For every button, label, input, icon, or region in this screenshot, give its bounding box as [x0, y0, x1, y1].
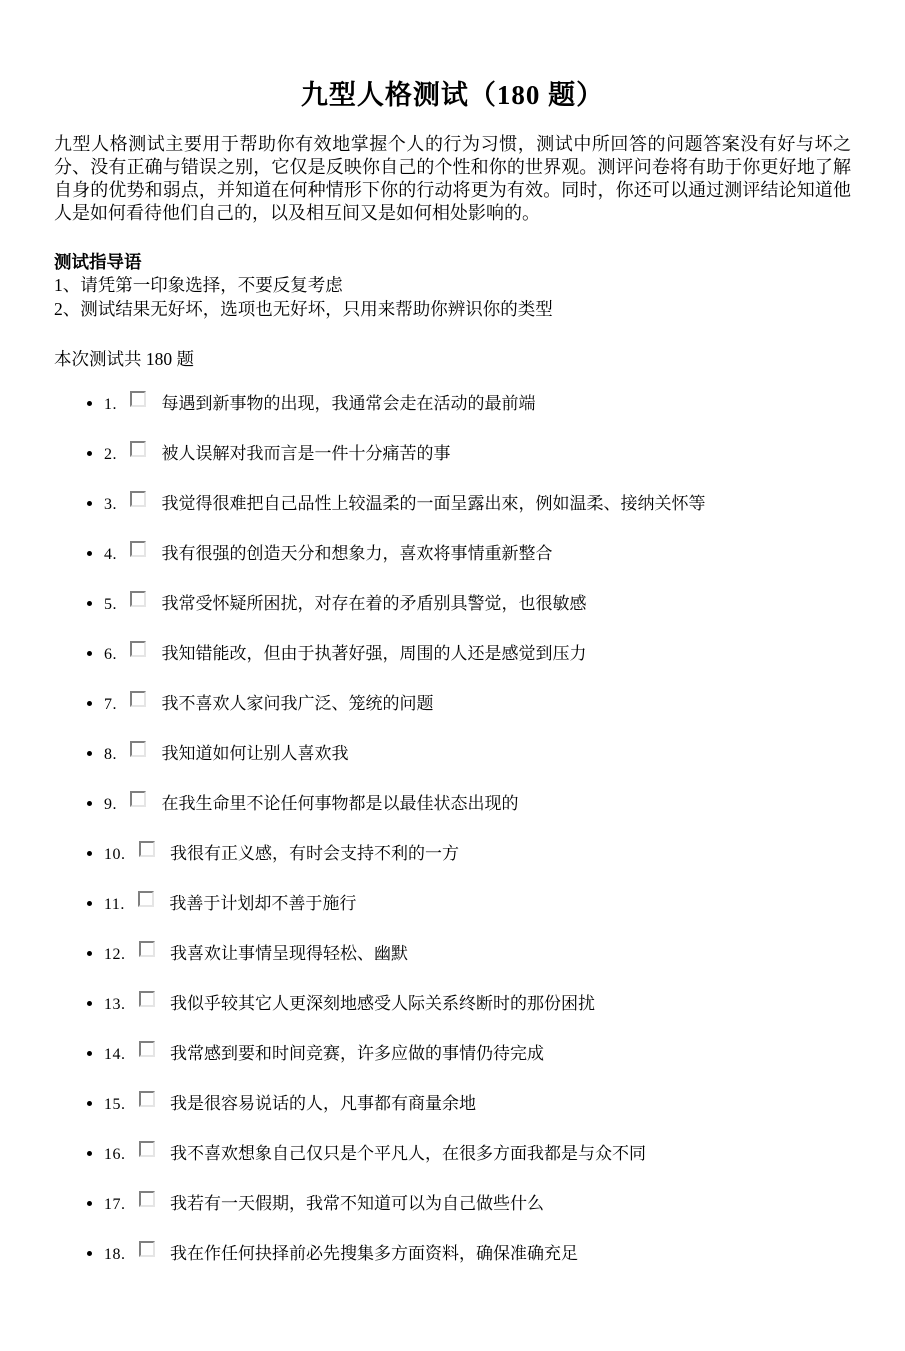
- question-item: [104, 941, 851, 966]
- question-checkbox[interactable]: [130, 491, 146, 507]
- question-text: 我常受怀疑所困扰，对存在着的矛盾别具警觉，也很敏感: [161, 594, 587, 614]
- question-checkbox[interactable]: [139, 841, 155, 857]
- question-checkbox[interactable]: [130, 791, 146, 807]
- question-checkbox[interactable]: [139, 1041, 155, 1057]
- question-checkbox[interactable]: [139, 1191, 155, 1207]
- question-number: 7.: [104, 696, 117, 714]
- question-text: 我很有正义感，有时会支持不利的一方: [170, 844, 459, 864]
- question-number: 2.: [104, 446, 117, 464]
- question-checkbox[interactable]: [130, 691, 146, 707]
- question-checkbox[interactable]: [130, 591, 146, 607]
- question-text: 我是很容易说话的人，凡事都有商量余地: [170, 1094, 476, 1114]
- question-text: 每遇到新事物的出现，我通常会走在活动的最前端: [161, 394, 536, 414]
- question-number: 16.: [104, 1146, 126, 1164]
- question-item: [104, 491, 851, 516]
- question-checkbox[interactable]: [139, 1241, 155, 1257]
- instructions-heading: 测试指导语: [54, 252, 142, 273]
- intro-paragraph: 九型人格测试主要用于帮助你有效地掌握个人的行为习惯，测试中所回答的问题答案没有好与坏之分、没有正确与错误之别，它仅是反映你自己的个性和你的世界观。测评问卷将有助于你更好地了解自身的优势和弱点，并知道在何种情形下你的行动将更为有效。同时，你还可以通过测评结论知道他人是如何看待他们自己的，以及相互间又是如何相处影响的。: [54, 134, 851, 224]
- instruction-line-2: 2、测试结果无好坏，选项也无好坏，只用来帮助你辨识你的类型: [54, 298, 553, 319]
- question-text: 我不喜欢人家问我广泛、笼统的问题: [161, 694, 434, 714]
- question-text: 我喜欢让事情呈现得轻松、幽默: [170, 944, 408, 964]
- question-checkbox[interactable]: [139, 941, 155, 957]
- question-number: 10.: [104, 846, 126, 864]
- question-number: 3.: [104, 496, 117, 514]
- question-checkbox[interactable]: [130, 641, 146, 657]
- question-item: [104, 591, 851, 616]
- question-number: 14.: [104, 1046, 126, 1064]
- question-number: 6.: [104, 646, 117, 664]
- question-text: 被人误解对我而言是一件十分痛苦的事: [161, 444, 451, 464]
- question-text: 我不喜欢想象自己仅只是个平凡人，在很多方面我都是与众不同: [170, 1144, 646, 1164]
- question-checkbox[interactable]: [139, 1091, 155, 1107]
- question-item: [104, 891, 851, 916]
- question-checkbox[interactable]: [139, 991, 155, 1007]
- question-number: 13.: [104, 996, 126, 1014]
- question-item: [104, 691, 851, 716]
- question-item: [104, 1141, 851, 1166]
- question-text: 我常感到要和时间竞赛，许多应做的事情仍待完成: [170, 1044, 544, 1064]
- question-count: 本次测试共 180 题: [54, 349, 194, 370]
- question-list: [54, 391, 851, 1266]
- question-text: 我知错能改，但由于执著好强，周围的人还是感觉到压力: [161, 644, 587, 664]
- question-text: 我知道如何让别人喜欢我: [161, 744, 349, 764]
- question-number: 18.: [104, 1246, 126, 1264]
- question-item: [104, 1041, 851, 1066]
- question-checkbox[interactable]: [130, 441, 146, 457]
- question-text: 我若有一天假期，我常不知道可以为自己做些什么: [170, 1194, 544, 1214]
- question-item: [104, 441, 851, 466]
- question-checkbox[interactable]: [130, 741, 146, 757]
- question-item: [104, 741, 851, 766]
- question-number: 8.: [104, 746, 117, 764]
- question-checkbox[interactable]: [130, 391, 146, 407]
- question-number: 4.: [104, 546, 117, 564]
- question-number: 5.: [104, 596, 117, 614]
- question-item: [104, 541, 851, 566]
- question-text: 我在作任何抉择前必先搜集多方面资料，确保准确充足: [170, 1244, 578, 1264]
- question-text: 我善于计划却不善于施行: [169, 894, 357, 914]
- question-item: [104, 791, 851, 816]
- question-checkbox[interactable]: [139, 1141, 155, 1157]
- question-number: 12.: [104, 946, 126, 964]
- question-number: 17.: [104, 1196, 126, 1214]
- question-text: 我似乎较其它人更深刻地感受人际关系终断时的那份困扰: [170, 994, 595, 1014]
- question-number: 15.: [104, 1096, 126, 1114]
- instruction-line-1: 1、请凭第一印象选择，不要反复考虑: [54, 275, 343, 296]
- question-number: 9.: [104, 796, 117, 814]
- question-item: [104, 391, 851, 416]
- question-text: 在我生命里不论任何事物都是以最佳状态出现的: [161, 794, 519, 814]
- question-item: [104, 641, 851, 666]
- page-title: 九型人格测试（180 题）: [300, 80, 605, 110]
- question-number: 1.: [104, 396, 117, 414]
- question-number: 11.: [104, 896, 125, 914]
- question-item: [104, 1241, 851, 1266]
- question-item: [104, 1091, 851, 1116]
- question-text: 我觉得很难把自己品性上较温柔的一面呈露出來，例如温柔、接纳关怀等: [161, 494, 706, 514]
- question-text: 我有很强的创造天分和想象力，喜欢将事情重新整合: [161, 544, 553, 564]
- question-checkbox[interactable]: [138, 891, 154, 907]
- question-item: [104, 1191, 851, 1216]
- question-item: [104, 841, 851, 866]
- question-checkbox[interactable]: [130, 541, 146, 557]
- question-item: [104, 991, 851, 1016]
